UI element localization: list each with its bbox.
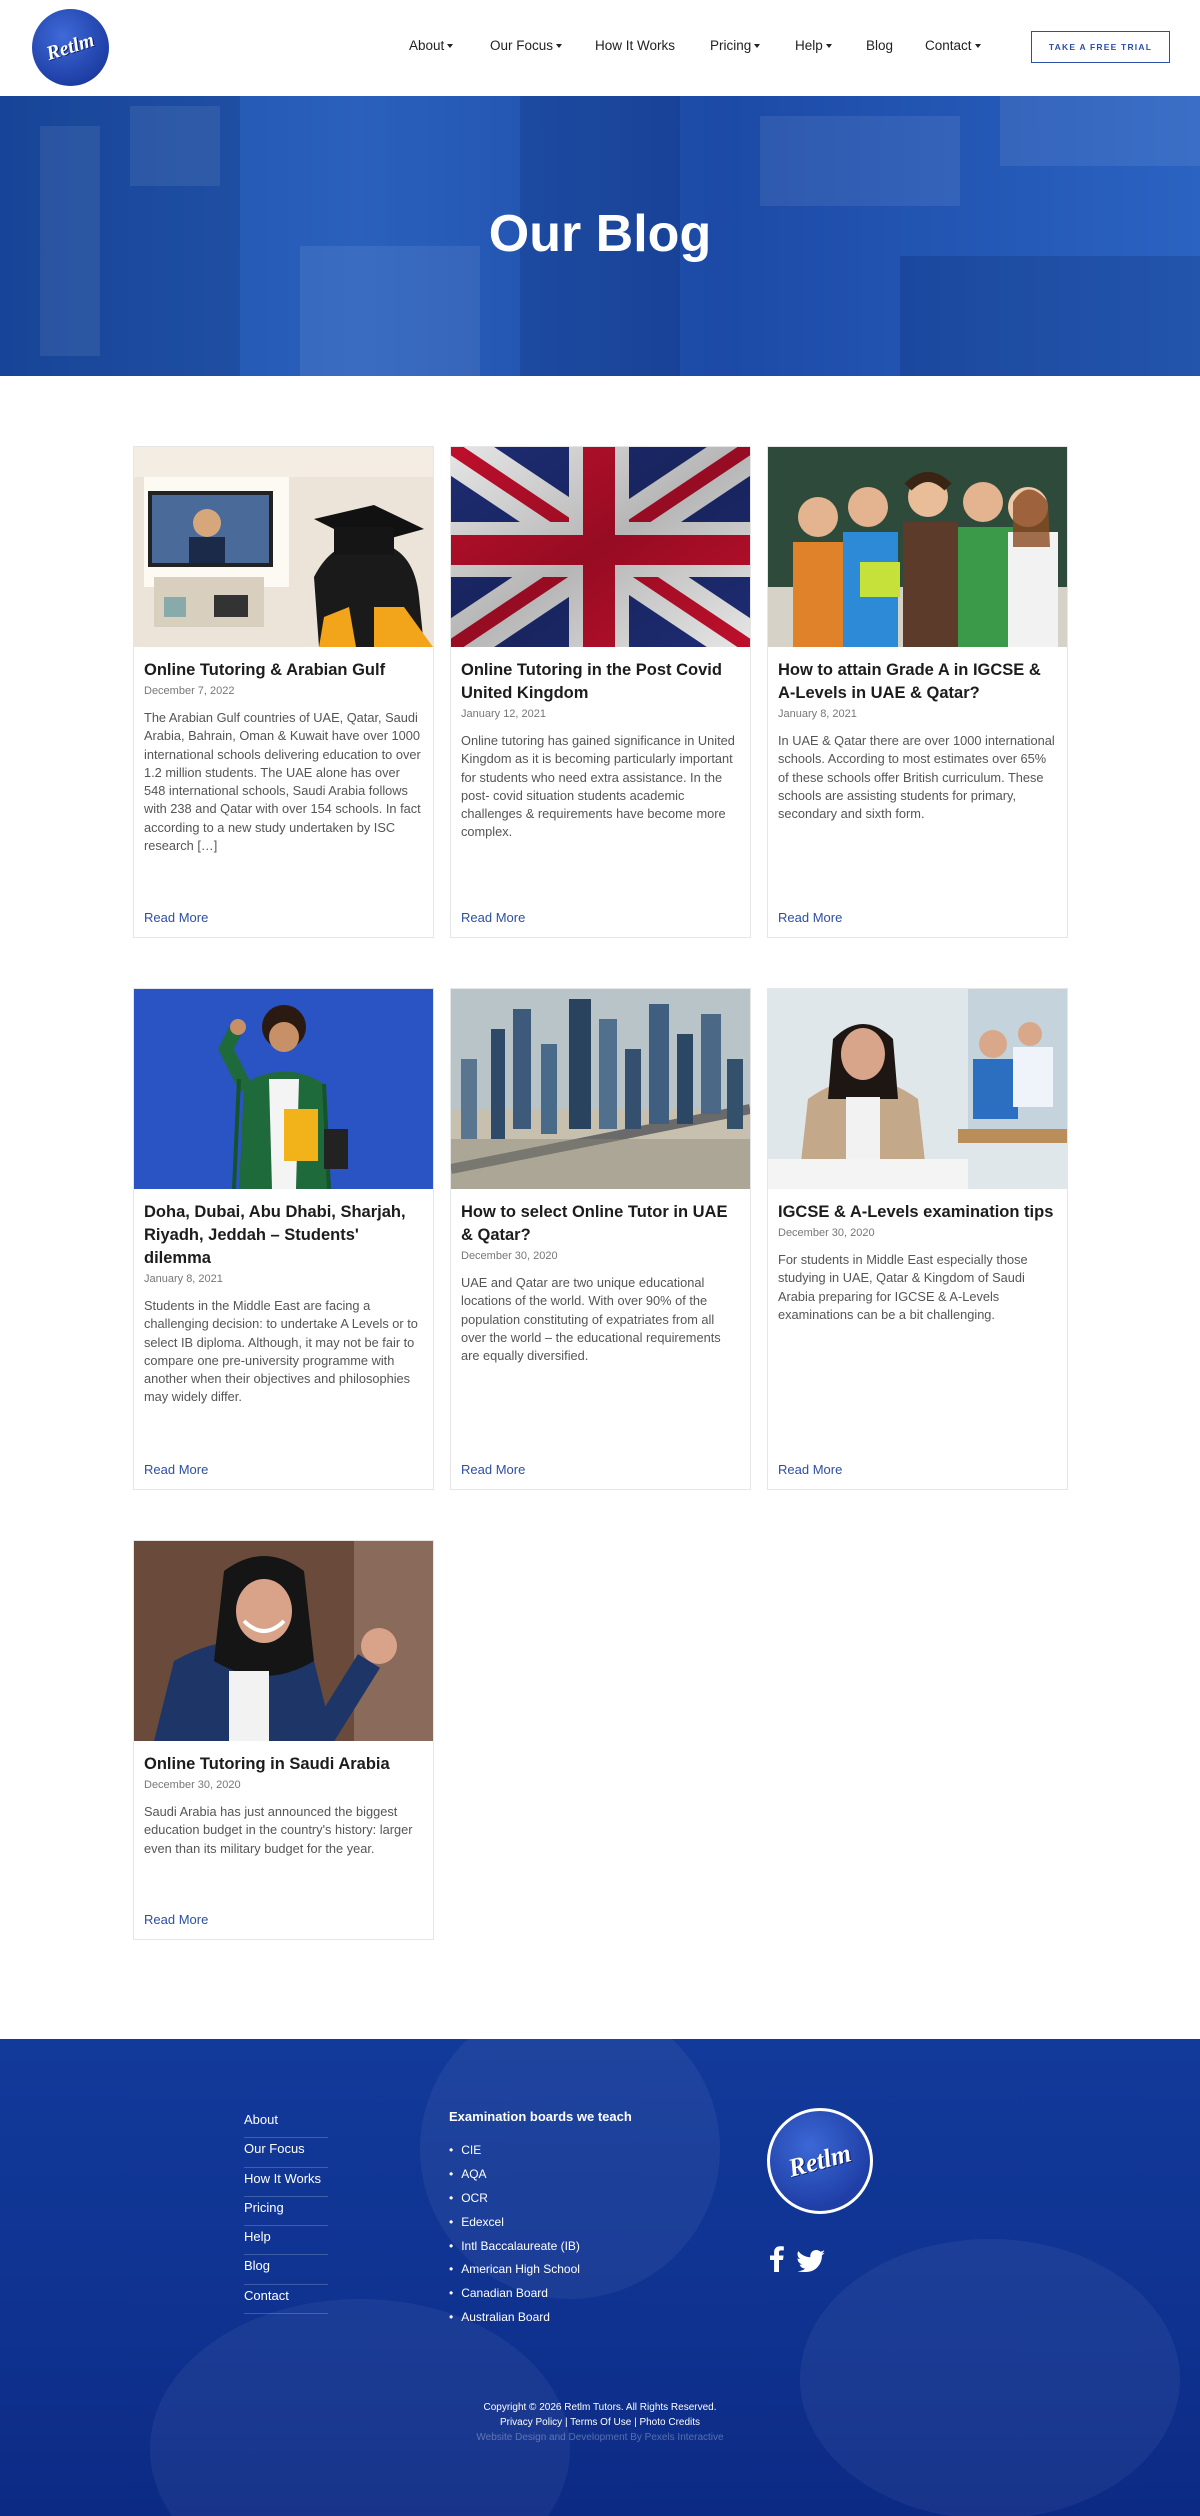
hero-banner xyxy=(0,96,1200,376)
post-date: January 8, 2021 xyxy=(778,708,857,720)
group-of-students-image[interactable] xyxy=(768,447,1067,647)
post-title[interactable]: Online Tutoring & Arabian Gulf xyxy=(144,661,386,679)
blog-card xyxy=(450,988,751,1490)
post-title[interactable]: Online Tutoring in the Post Covid United Kingdom xyxy=(461,661,722,702)
read-more-link[interactable]: Read More xyxy=(461,910,526,925)
post-title[interactable]: Doha, Dubai, Abu Dhabi, Sharjah, Riyadh, Jeddah – Students' dilemma xyxy=(144,1203,406,1267)
union-jack-flag-image[interactable] xyxy=(451,447,750,647)
dubai-skyline-image[interactable] xyxy=(451,989,750,1189)
footer-link-blog[interactable]: Blog xyxy=(244,2255,328,2284)
footer-link-about[interactable]: About xyxy=(244,2109,328,2138)
post-title[interactable]: How to select Online Tutor in UAE & Qatar? xyxy=(461,1203,728,1244)
board-item: • Australian Board xyxy=(449,2308,580,2332)
read-more-link[interactable]: Read More xyxy=(461,1462,526,1477)
graduate-online-class-image[interactable] xyxy=(134,447,433,647)
post-date: December 30, 2020 xyxy=(461,1250,558,1262)
nav-contact[interactable]: Contact xyxy=(925,38,981,53)
terms-of-use-link[interactable]: Terms Of Use xyxy=(570,2417,632,2428)
post-title[interactable]: How to attain Grade A in IGCSE & A-Levels in UAE & Qatar? xyxy=(778,661,1041,702)
twitter-icon[interactable] xyxy=(797,2248,825,2274)
board-item: • Edexcel xyxy=(449,2213,580,2237)
site-footer xyxy=(0,2039,1200,2516)
read-more-link[interactable]: Read More xyxy=(144,910,209,925)
boards-heading: Examination boards we teach xyxy=(449,2109,632,2124)
copyright-text: Copyright © 2026 Retlm Tutors. All Rights Reserved. xyxy=(483,2402,717,2413)
nav-about[interactable]: About xyxy=(409,38,453,53)
blog-card xyxy=(450,446,751,938)
photo-credits-link[interactable]: Photo Credits xyxy=(639,2417,701,2428)
nav-blog[interactable]: Blog xyxy=(866,38,894,53)
footer-logo-text: Retlm xyxy=(785,2138,855,2183)
board-item: • AQA xyxy=(449,2165,580,2189)
caret-down-icon xyxy=(754,44,760,48)
blog-card xyxy=(133,1540,434,1940)
caret-down-icon xyxy=(447,44,453,48)
main-nav xyxy=(0,38,1200,58)
read-more-link[interactable]: Read More xyxy=(778,910,843,925)
caret-down-icon xyxy=(556,44,562,48)
caret-down-icon xyxy=(826,44,832,48)
nav-pricing[interactable]: Pricing xyxy=(710,38,760,53)
footer-link-our-focus[interactable]: Our Focus xyxy=(244,2138,328,2167)
students-writing-exam-image[interactable] xyxy=(768,989,1067,1189)
board-item: • Canadian Board xyxy=(449,2284,580,2308)
nav-help[interactable]: Help xyxy=(795,38,832,53)
board-item: • OCR xyxy=(449,2189,580,2213)
privacy-policy-link[interactable]: Privacy Policy xyxy=(499,2417,563,2428)
page-title: Our Blog xyxy=(488,205,712,263)
post-date: January 8, 2021 xyxy=(144,1273,223,1285)
post-title[interactable]: IGCSE & A-Levels examination tips xyxy=(778,1203,1054,1221)
footer-nav xyxy=(244,2109,328,2314)
footer-link-pricing[interactable]: Pricing xyxy=(244,2197,328,2226)
read-more-link[interactable]: Read More xyxy=(778,1462,843,1477)
footer-logo[interactable] xyxy=(767,2108,873,2214)
post-excerpt: UAE and Qatar are two unique educational locations of the world. With over 90% of the population constituting of expatriates from all over the world – the educational requirements are equally diversified. xyxy=(461,1275,721,1364)
post-date: December 30, 2020 xyxy=(778,1227,875,1239)
post-excerpt: Online tutoring has gained significance in United Kingdom as it is becoming particularly important for students who need extra assistance. In the post- covid situation students academic challenges & requirements have become more complex. xyxy=(461,733,735,840)
footer-link-help[interactable]: Help xyxy=(244,2226,328,2255)
post-excerpt: For students in Middle East especially those studying in UAE, Qatar & Kingdom of Saudi Arabia preparing for IGCSE & A-Levels examinations can be a bit challenging. xyxy=(778,1252,1028,1322)
post-excerpt: The Arabian Gulf countries of UAE, Qatar, Saudi Arabia, Bahrain, Oman & Kuwait have over 1000 international schools delivering education to over 1.2 million students. The UAE alone has over 548 international schools, Saudi Arabia follows with 238 and Qatar with over 154 schools. In fact according to a new study undertaken by ISC research […] xyxy=(144,710,421,854)
legal-links: Privacy Policy | Terms Of Use | Photo Credits xyxy=(499,2417,701,2428)
facebook-icon[interactable] xyxy=(770,2246,784,2272)
nav-our-focus[interactable]: Our Focus xyxy=(490,38,562,53)
student-with-books-image[interactable] xyxy=(134,989,433,1189)
post-date: January 12, 2021 xyxy=(461,708,547,720)
logo-text: Retlm xyxy=(43,29,97,66)
blog-card xyxy=(133,988,434,1490)
board-item: • CIE xyxy=(449,2141,580,2165)
blog-card xyxy=(767,988,1068,1490)
boards-list xyxy=(449,2141,580,2332)
post-excerpt: In UAE & Qatar there are over 1000 international schools. According to most estimates over 65% of these schools offer British curriculum. These schools are assisting students for primary, secondary and sixth form. xyxy=(778,733,1055,822)
caret-down-icon xyxy=(975,44,981,48)
read-more-link[interactable]: Read More xyxy=(144,1462,209,1477)
post-date: December 30, 2020 xyxy=(144,1779,241,1791)
blog-card xyxy=(133,446,434,938)
post-date: December 7, 2022 xyxy=(144,685,235,697)
board-item: • Intl Baccalaureate (IB) xyxy=(449,2237,580,2261)
blog-card xyxy=(767,446,1068,938)
nav-how-it-works[interactable]: How It Works xyxy=(595,38,676,53)
post-excerpt: Students in the Middle East are facing a challenging decision: to undertake A Levels or to select IB diploma. Although, it may not be fair to compare one pre-university programme with another when their objectives and philosophies may widely differ. xyxy=(144,1298,418,1405)
site-header xyxy=(0,0,1200,96)
read-more-link[interactable]: Read More xyxy=(144,1912,209,1927)
footer-link-contact[interactable]: Contact xyxy=(244,2285,328,2314)
design-credit-link[interactable]: Website Design and Development By Pexels Interactive xyxy=(476,2432,724,2443)
post-excerpt: Saudi Arabia has just announced the biggest education budget in the country's history: larger even than its military budget for the year. xyxy=(144,1804,413,1856)
footer-link-how-it-works[interactable]: How It Works xyxy=(244,2168,328,2197)
board-item: • American High School xyxy=(449,2260,580,2284)
smiling-woman-studying-image[interactable] xyxy=(134,1541,433,1741)
post-title[interactable]: Online Tutoring in Saudi Arabia xyxy=(144,1755,390,1773)
free-trial-button[interactable]: TAKE A FREE TRIAL xyxy=(1031,31,1170,63)
